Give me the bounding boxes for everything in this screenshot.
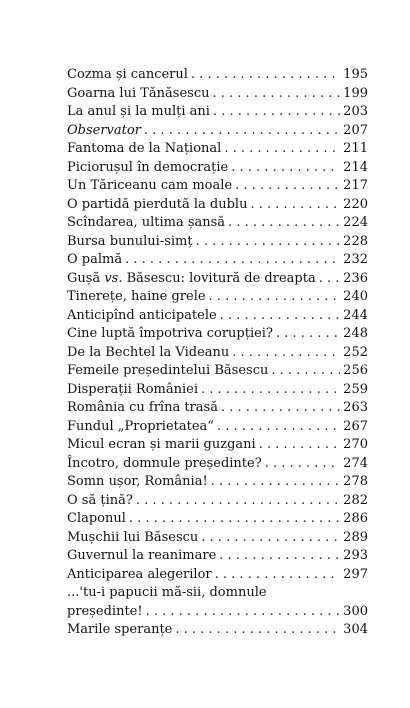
toc-entry-title: Cine luptă împotriva corupției? xyxy=(67,326,273,341)
dot-leader xyxy=(196,233,341,252)
title-italic-part: vs. xyxy=(104,270,123,286)
toc-entry xyxy=(67,547,368,566)
toc-entry-page: 228 xyxy=(343,233,368,249)
dot-leader xyxy=(219,547,340,566)
dot-leader xyxy=(259,436,340,455)
toc-entry-page: 274 xyxy=(343,455,368,471)
dot-leader xyxy=(231,159,340,178)
toc-entry-title: O partidă pierdută la dublu xyxy=(67,196,248,212)
toc-entry xyxy=(67,492,368,511)
dot-leader xyxy=(228,214,340,233)
dot-leader xyxy=(125,251,340,270)
dot-leader xyxy=(213,85,341,104)
toc-entry-page: 211 xyxy=(343,141,368,156)
toc-entry xyxy=(67,529,368,548)
toc-entry-page: 289 xyxy=(343,529,368,545)
dot-leader xyxy=(201,529,340,548)
toc-entry-title: Mușchii lui Băsescu xyxy=(67,529,199,545)
toc-entry-title: Claponul xyxy=(67,511,126,526)
toc-entry-page: 199 xyxy=(343,85,368,101)
dot-leader xyxy=(235,177,340,196)
toc-entry-page: 203 xyxy=(343,104,368,119)
toc-entry-title: Piciorușul în democrație xyxy=(67,159,229,175)
dot-leader xyxy=(144,122,340,141)
dot-leader xyxy=(265,455,340,474)
toc-entry-page: 252 xyxy=(343,344,368,360)
toc-entry-page: 286 xyxy=(343,511,368,526)
toc-entry-title: Tinerețe, haine grele xyxy=(67,289,206,304)
toc-entry xyxy=(67,288,368,307)
toc-entry-page: 256 xyxy=(343,363,368,378)
toc-entry-title: Un Tăriceanu cam moale xyxy=(67,178,233,193)
toc-entry-page: 263 xyxy=(343,400,368,415)
toc-entry-title: Anticiparea alegerilor xyxy=(67,566,212,582)
toc-entry-page: 282 xyxy=(343,492,368,508)
dot-leader xyxy=(201,381,340,400)
toc-entry-title: Guvernul la reanimare xyxy=(67,548,217,563)
toc-entry-title: La anul și la mulți ani xyxy=(67,104,210,119)
dot-leader xyxy=(232,344,340,363)
toc-entry-page: 207 xyxy=(343,122,368,138)
toc-entry-title: Marile speranțe xyxy=(67,622,173,637)
toc-entry xyxy=(67,140,368,159)
title-prefix: Gușă xyxy=(67,270,105,286)
toc-entry-title: O palmă xyxy=(67,252,123,267)
toc-entry-title: Scîndarea, ultima șansă xyxy=(67,215,226,230)
toc-entry-page: 300 xyxy=(343,603,368,619)
toc-entry xyxy=(67,66,368,85)
toc-entry xyxy=(67,251,368,270)
toc-entry-title: O să țină? xyxy=(67,492,133,508)
dot-leader xyxy=(146,603,341,622)
toc-entry-page: 220 xyxy=(343,196,368,212)
dot-leader xyxy=(191,66,340,85)
toc-entry xyxy=(67,325,368,344)
toc-entry-page: 244 xyxy=(343,307,368,323)
dot-leader xyxy=(211,473,340,492)
toc-entry-line2 xyxy=(67,603,368,622)
toc-entry-page: 232 xyxy=(343,252,368,267)
dot-leader xyxy=(217,418,340,437)
toc-entry-title xyxy=(67,270,316,289)
toc-entry xyxy=(67,270,368,289)
toc-entry xyxy=(67,307,368,326)
toc-entry xyxy=(67,233,368,252)
toc-entry-title-line1: ...'tu-i papucii mă-sii, domnule xyxy=(67,585,267,600)
title-suffix: Băsescu: lovitură de dreapta xyxy=(122,270,316,286)
dot-leader xyxy=(250,196,340,215)
toc-entry-title: Cozma și cancerul xyxy=(67,67,188,82)
dot-leader xyxy=(221,399,340,418)
dot-leader xyxy=(319,270,340,289)
dot-leader xyxy=(136,492,340,511)
toc-entry-page: 195 xyxy=(343,67,368,82)
toc-entry-page: 297 xyxy=(343,566,368,582)
toc-entry-page: 304 xyxy=(343,622,368,637)
toc-entry-page: 293 xyxy=(343,548,368,563)
toc-entry-title: Disperații României xyxy=(67,381,198,397)
toc-entry xyxy=(67,381,368,400)
toc-entry-title: Anticipînd anticipatele xyxy=(67,307,217,323)
toc-entry-title-line2: președinte! xyxy=(67,603,143,619)
toc-entry xyxy=(67,177,368,196)
toc-entry-title: Fundul „Proprietatea“ xyxy=(67,418,214,434)
toc-entry xyxy=(67,362,368,381)
toc-entry-page: 214 xyxy=(343,159,368,175)
toc-entry xyxy=(67,566,368,585)
toc-entry xyxy=(67,103,368,122)
toc-entry xyxy=(67,214,368,233)
toc-entry xyxy=(67,621,368,640)
toc-entry-title: Încotro, domnule președinte? xyxy=(67,455,262,471)
toc-entry xyxy=(67,455,368,474)
toc-entry xyxy=(67,344,368,363)
dot-leader xyxy=(213,103,340,122)
toc-entry-page: 240 xyxy=(343,289,368,304)
toc-entry-title: De la Bechtel la Videanu xyxy=(67,344,230,360)
dot-leader xyxy=(129,510,340,529)
toc-entry-title: Bursa bunului-simț xyxy=(67,233,193,249)
toc-entry-title: Fantoma de la Național xyxy=(67,141,222,156)
toc-entry-multiline xyxy=(67,584,368,621)
toc-entry-page: 270 xyxy=(343,437,368,452)
toc-entry xyxy=(67,418,368,437)
toc-entry-page: 236 xyxy=(343,270,368,286)
toc-entry xyxy=(67,399,368,418)
toc-entry-page: 267 xyxy=(343,418,368,434)
toc-entry xyxy=(67,85,368,104)
toc-entry-page: 259 xyxy=(343,381,368,397)
toc-entry xyxy=(67,159,368,178)
toc-entry-page: 278 xyxy=(343,474,368,489)
dot-leader xyxy=(175,621,340,640)
dot-leader xyxy=(276,325,340,344)
toc-entry-page: 224 xyxy=(343,215,368,230)
table-of-contents xyxy=(67,66,368,640)
toc-entry-title: Observator xyxy=(67,122,141,138)
toc-entry-page: 248 xyxy=(343,326,368,341)
toc-entry-title: Femeile președintelui Băsescu xyxy=(67,363,269,378)
dot-leader xyxy=(209,288,341,307)
toc-entry-title: România cu frîna trasă xyxy=(67,400,218,415)
toc-entry xyxy=(67,510,368,529)
toc-entry xyxy=(67,196,368,215)
toc-entry-title: Goarna lui Tănăsescu xyxy=(67,85,210,101)
toc-entry xyxy=(67,122,368,141)
dot-leader xyxy=(220,307,341,326)
toc-entry-title: Somn ușor, România! xyxy=(67,474,208,489)
toc-entry xyxy=(67,473,368,492)
dot-leader xyxy=(224,140,340,159)
dot-leader xyxy=(215,566,341,585)
dot-leader xyxy=(271,362,340,381)
toc-entry-page: 217 xyxy=(343,178,368,193)
toc-entry-title: Micul ecran și marii guzgani xyxy=(67,437,256,452)
toc-entry xyxy=(67,436,368,455)
